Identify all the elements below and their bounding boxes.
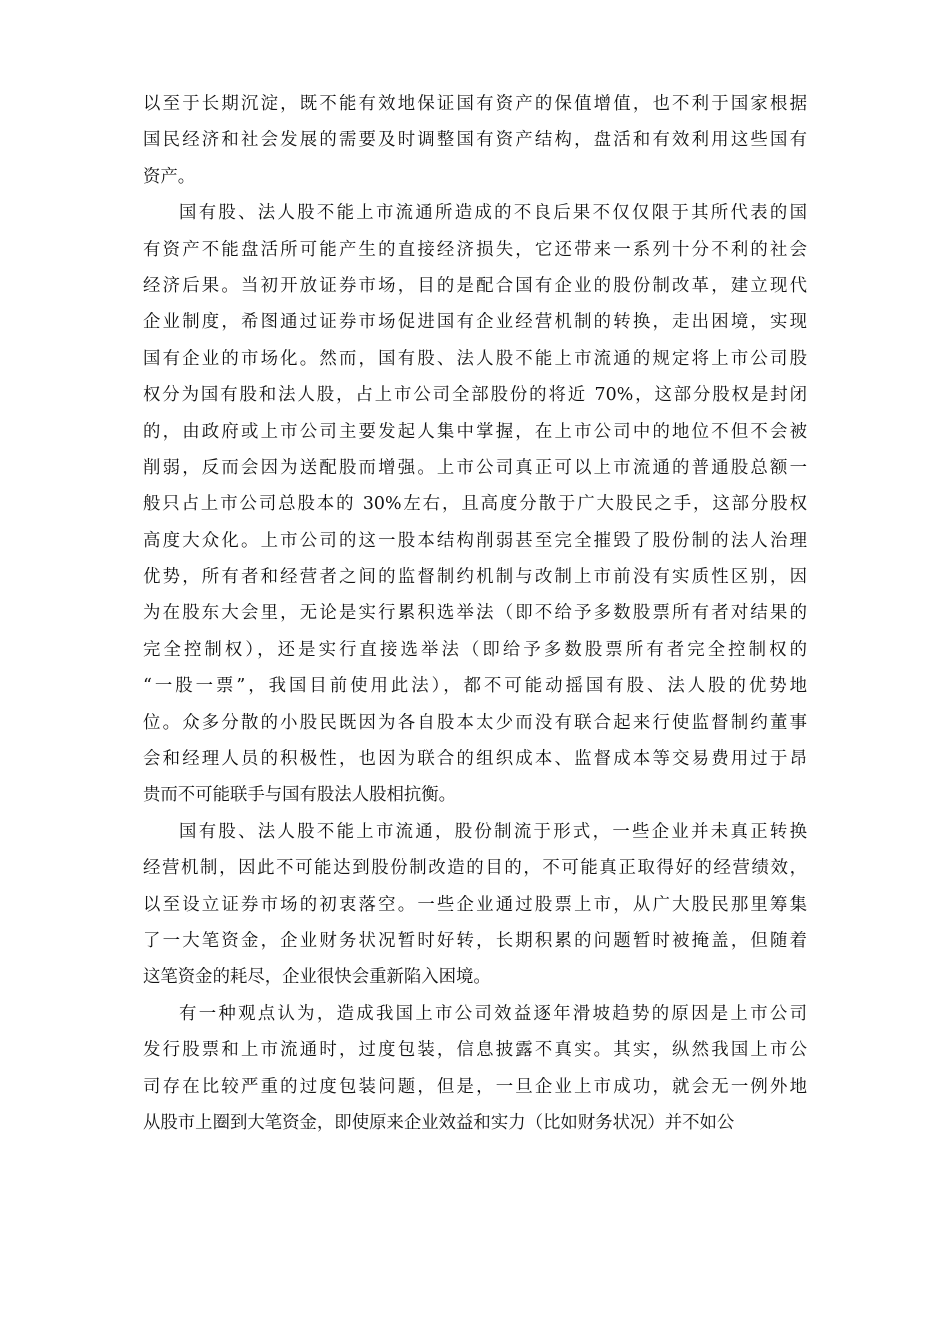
text-line: 司存在比较严重的过度包装问题，但是，一旦企业上市成功，就会无一例外地 [143, 1076, 807, 1097]
text-line: 有一种观点认为，造成我国上市公司效益逐年滑坡趋势的原因是上市公司 [179, 1003, 807, 1024]
text-line: 削弱，反而会因为送配股而增强。上市公司真正可以上市流通的普通股总额一 [143, 457, 807, 478]
paragraph-p4 [143, 996, 807, 1142]
document-page [143, 86, 807, 1141]
text-line: 国有企业的市场化。然而，国有股、法人股不能上市流通的规定将上市公司股 [143, 348, 807, 369]
text-line: 了一大笔资金，企业财务状况暂时好转，长期积累的问题暂时被掩盖，但随着 [143, 930, 807, 951]
text-line: 的，由政府或上市公司主要发起人集中掌握，在上市公司中的地位不但不会被 [143, 421, 807, 442]
text-line: 资产。 [143, 166, 196, 187]
text-line: 高度大众化。上市公司的这一股本结构削弱甚至完全摧毁了股份制的法人治理 [143, 530, 807, 551]
text-line: “一股一票”，我国目前使用此法），都不可能动摇国有股、法人股的优势地 [143, 676, 807, 697]
text-line: 权分为国有股和法人股，占上市公司全部股份的将近 70%，这部分股权是封闭 [143, 385, 807, 406]
text-line: 会和经理人员的积极性，也因为联合的组织成本、监督成本等交易费用过于昂 [143, 749, 807, 770]
text-line: 完全控制权），还是实行直接选举法（即给予多数股票所有者完全控制权的 [143, 639, 807, 660]
text-line: 发行股票和上市流通时，过度包装，信息披露不真实。其实，纵然我国上市公 [143, 1040, 807, 1061]
text-line: 国民经济和社会发展的需要及时调整国有资产结构，盘活和有效利用这些国有 [143, 130, 807, 151]
text-line: 贵而不可能联手与国有股法人股相抗衡。 [143, 785, 457, 806]
text-line: 国有股、法人股不能上市流通，股份制流于形式，一些企业并未真正转换 [179, 821, 807, 842]
paragraph-p1 [143, 86, 807, 195]
text-line: 经营机制，因此不可能达到股份制改造的目的，不可能真正取得好的经营绩效， [143, 858, 807, 879]
text-line: 经济后果。当初开放证券市场，目的是配合国有企业的股份制改革，建立现代 [143, 275, 807, 296]
text-line: 为在股东大会里，无论是实行累积选举法（即不给予多数股票所有者对结果的 [143, 603, 807, 624]
text-line: 般只占上市公司总股本的 30%左右，且高度分散于广大股民之手，这部分股权 [143, 494, 807, 515]
text-line: 企业制度，希图通过证券市场促进国有企业经营机制的转换，走出困境，实现 [143, 312, 807, 333]
text-line: 以至设立证券市场的初衷落空。一些企业通过股票上市，从广大股民那里筹集 [143, 894, 807, 915]
text-line: 优势，所有者和经营者之间的监督制约机制与改制上市前没有实质性区别，因 [143, 567, 807, 588]
text-line: 国有股、法人股不能上市流通所造成的不良后果不仅仅限于其所代表的国 [179, 203, 807, 224]
text-line: 以至于长期沉淀，既不能有效地保证国有资产的保值增值，也不利于国家根据 [143, 94, 807, 114]
text-line: 这笔资金的耗尽，企业很快会重新陷入困境。 [143, 967, 491, 988]
paragraph-p3 [143, 814, 807, 996]
paragraph-p2 [143, 195, 807, 814]
text-line: 从股市上圈到大笔资金，即使原来企业效益和实力（比如财务状况）并不如公 [143, 1112, 735, 1133]
text-line: 有资产不能盘活所可能产生的直接经济损失，它还带来一系列十分不利的社会 [143, 239, 807, 260]
text-line: 位。众多分散的小股民既因为各自股本太少而没有联合起来行使监督制约董事 [143, 712, 807, 733]
